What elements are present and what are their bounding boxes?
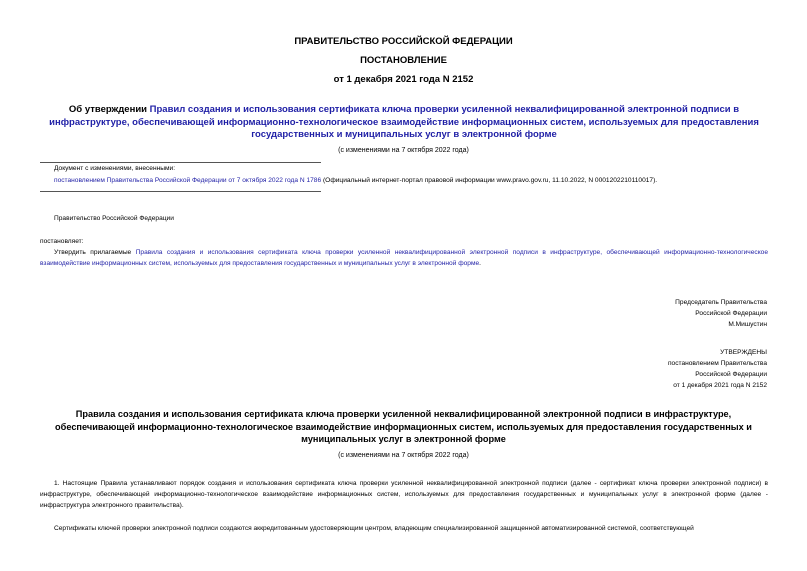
amending-decree-link[interactable]: постановлением Правительства Российской Федерации от 7 октября 2022 года N 1786 [54,177,322,184]
rules-paragraph-1: 1. Настоящие Правила устанавливают порядок создания и использования сертификата ключа проверки усиленной неквалифицированной электронной подписи (далее - сертификат ключа проверки электронной подписи) в инфраструктуре, обеспечивающей информационно-технологическое взаимодействие информационных систем, используемых для предоставления государственных и муниципальных услуг в электронной форме (далее - инфраструктура электронного правительства). [40,480,768,510]
issuer: Правительство Российской Федерации [54,215,174,222]
approved-line-3: Российской Федерации [695,371,767,378]
rules-paragraph-2: Сертификаты ключей проверки электронной подписи создаются аккредитованным удостоверяющим центром, владеющим специализированной защищенной автоматизированной системой, соответствующей [54,525,694,532]
approve-prefix: Утвердить прилагаемые [54,249,136,256]
signature-line-3: М.Мишустин [728,321,767,328]
rules-amendment-note: (с изменениями на 7 октября 2022 года) [338,452,469,459]
signature-line-2: Российской Федерации [695,310,767,317]
rules-title: Правила создания и использования сертификата ключа проверки усиленной неквалифицированной электронной подписи в инфраструктуре, обеспечивающей информационно-технологическое взаимодействие информационных систем, используемых для предоставления государственных и муниципальных услуг в электронной форме [55,409,752,444]
changes-line [54,175,774,186]
document-heading [44,104,764,142]
approved-line-4: от 1 декабря 2021 года N 2152 [673,382,767,389]
approve-rules-link[interactable]: Правила создания и использования сертификата ключа проверки усиленной неквалифицированной электронной подписи в инфраструктуре, обеспечивающей информационно-технологическое взаимодействие информационных систем, используемых для предоставления государственных и муниципальных услуг в электронной форме [40,249,769,268]
changes-intro: Документ с изменениями, внесенными: [54,165,176,172]
approved-line-1: УТВЕРЖДЕНЫ [720,349,767,356]
signature-block [675,297,767,330]
doc-type-title: ПОСТАНОВЛЕНИЕ [360,55,447,66]
heading-rules-link[interactable]: Правил создания и использования сертификата ключа проверки усиленной неквалифицированной электронной подписи в инфраструктуре, обеспечивающей информационно-технологическое взаимодействие информационных систем, используемых для предоставления государственных и муниципальных услуг в электронной форме [49,104,759,140]
approved-block [668,347,767,391]
signature-line-1: Председатель Правительства [675,299,767,306]
date-number: от 1 декабря 2021 года N 2152 [333,74,474,85]
amendment-note: (с изменениями на 7 октября 2022 года) [338,147,469,154]
approve-suffix: . [479,260,482,268]
changes-source: (Официальный интернет-портал правовой информации www.pravo.gov.ru, 11.10.2022, N 0001202210110017). [321,177,658,184]
approved-line-2: постановлением Правительства [667,360,767,367]
decrees-word: постановляет: [40,238,84,245]
government-title: ПРАВИТЕЛЬСТВО РОССИЙСКОЙ ФЕДЕРАЦИИ [294,36,513,47]
approve-paragraph [40,247,768,269]
changes-divider-bottom [40,191,321,192]
heading-prefix: Об утверждении [68,104,150,115]
